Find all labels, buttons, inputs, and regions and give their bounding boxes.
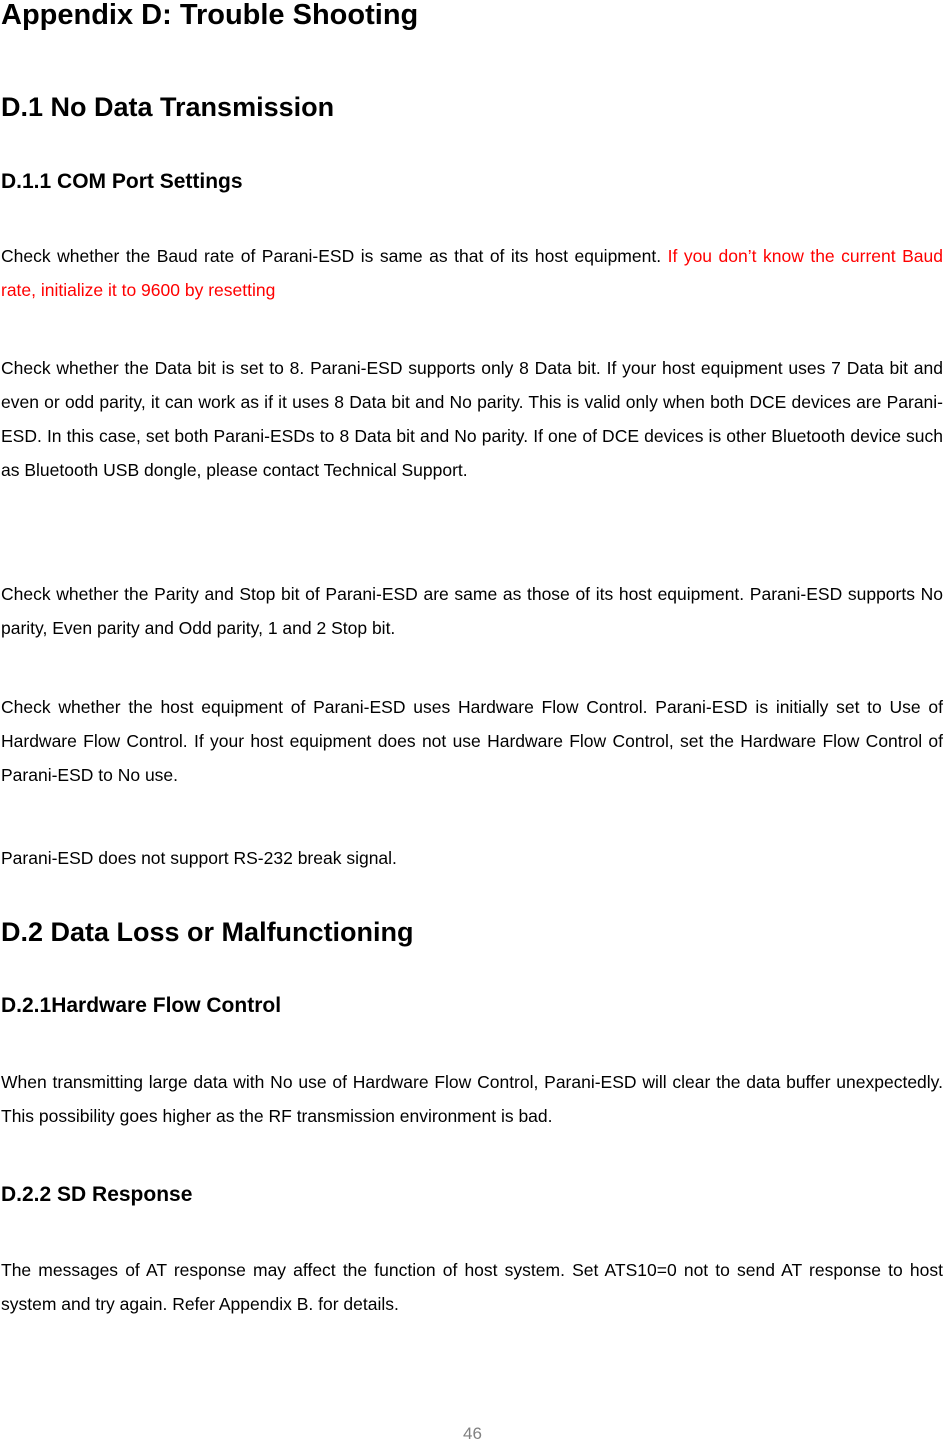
subsection-d11-title: D.1.1 COM Port Settings — [1, 170, 243, 193]
paragraph-flow-control: Check whether the host equipment of Parani-ESD uses Hardware Flow Control. Parani-ESD is initially set to Use of Hardware Flow Control. If your host equipment does not use Hardware Flow Control, set the Hardware Flow Control of Parani-ESD to No use. — [1, 697, 943, 785]
paragraph-baud-rate — [1, 239, 943, 307]
paragraph-data-bit: Check whether the Data bit is set to 8. Parani-ESD supports only 8 Data bit. If your host equipment uses 7 Data bit and even or odd parity, it can work as if it uses 8 Data bit and No parity. This is valid only when both DCE devices are Parani-ESD. In this case, set both Parani-ESDs to 8 Data bit and No parity. If one of DCE devices is other Bluetooth device such as Bluetooth USB dongle, please contact Technical Support. — [1, 358, 943, 480]
paragraph-parity-stop-bit: Check whether the Parity and Stop bit of Parani-ESD are same as those of its host equipment. Parani-ESD supports No parity, Even parity and Odd parity, 1 and 2 Stop bit. — [1, 584, 943, 638]
paragraph-baud-rate-warning: If you don’t know the current Baud rate, initialize it to 9600 by resetting — [1, 246, 944, 300]
subsection-d21-title: D.2.1Hardware Flow Control — [1, 994, 282, 1017]
appendix-title: Appendix D: Trouble Shooting — [1, 0, 419, 31]
paragraph-baud-rate-text: Check whether the Baud rate of Parani-ESD is same as that of its host equipment. — [1, 246, 662, 266]
section-d1-title: D.1 No Data Transmission — [1, 92, 335, 122]
paragraph-break-signal: Parani-ESD does not support RS-232 break signal. — [1, 848, 397, 868]
subsection-d22-title: D.2.2 SD Response — [1, 1183, 193, 1206]
paragraph-hardware-flow: When transmitting large data with No use of Hardware Flow Control, Parani-ESD will clear the data buffer unexpectedly. This possibility goes higher as the RF transmission environment is bad. — [1, 1072, 943, 1126]
section-d2-title: D.2 Data Loss or Malfunctioning — [1, 917, 414, 947]
paragraph-sd-response: The messages of AT response may affect the function of host system. Set ATS10=0 not to send AT response to host system and try again. Refer Appendix B. for details. — [1, 1260, 943, 1314]
page-number: 46 — [463, 1424, 482, 1443]
